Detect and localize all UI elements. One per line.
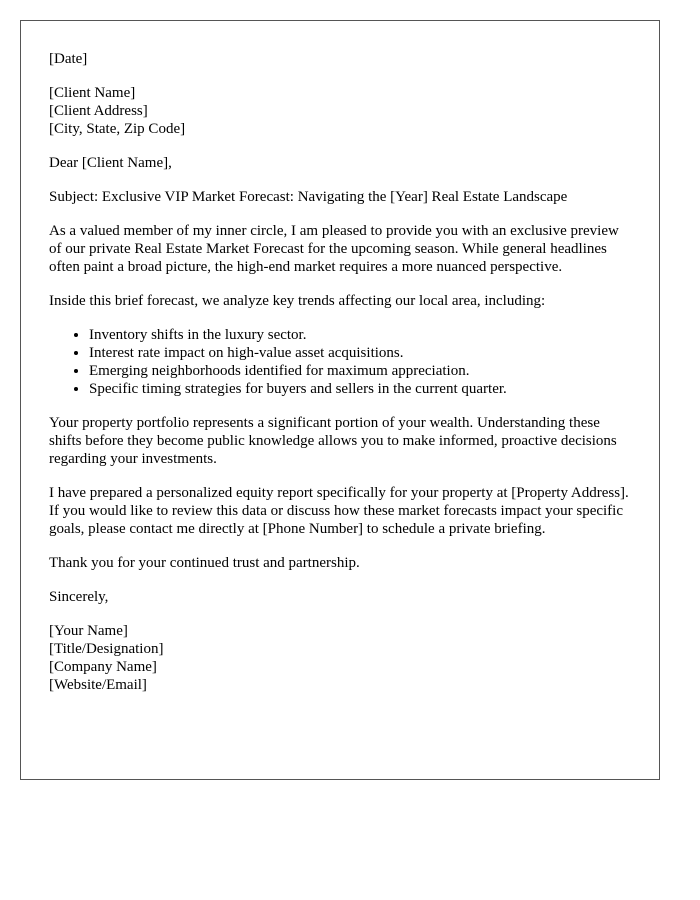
recipient-block [49, 84, 631, 138]
signature-company: [Company Name] [49, 659, 157, 675]
recipient-address: [Client Address] [49, 103, 148, 119]
signature-title: [Title/Designation] [49, 641, 164, 657]
letter-page [20, 20, 660, 780]
signature-block [49, 622, 631, 694]
list-item: • Specific timing strategies for buyers and sellers in the current quarter. [89, 380, 631, 398]
letter-date: [Date] [49, 51, 88, 67]
recipient-city-state-zip: [City, State, Zip Code] [49, 121, 186, 137]
portfolio-paragraph: Your property portfolio represents a significant portion of your wealth. Understanding these shifts before they become public knowledge allows you to make informed, proactive decisions regarding your investments. [49, 415, 617, 467]
list-item: • Emerging neighborhoods identified for maximum appreciation. [89, 362, 631, 380]
equity-report-paragraph: I have prepared a personalized equity report specifically for your property at [Property Address]. If you would like to review this data or discuss how these market forecasts impact your specific goals, please contact me directly at [Phone Number] to schedule a private briefing. [49, 485, 629, 537]
recipient-name: [Client Name] [49, 85, 136, 101]
list-item: • Interest rate impact on high-value asset acquisitions. [89, 344, 631, 362]
signature-name: [Your Name] [49, 623, 128, 639]
trend-list [49, 326, 631, 398]
closing: Sincerely, [49, 589, 109, 605]
list-item: • Inventory shifts in the luxury sector. [89, 326, 631, 344]
signature-contact: [Website/Email] [49, 677, 147, 693]
thank-you-paragraph: Thank you for your continued trust and partnership. [49, 555, 360, 571]
intro-paragraph: As a valued member of my inner circle, I am pleased to provide you with an exclusive preview of our private Real Estate Market Forecast for the upcoming season. While general headlines often paint a broad picture, the high-end market requires a more nuanced perspective. [49, 223, 619, 275]
salutation: Dear [Client Name], [49, 155, 172, 171]
subject-line: Subject: Exclusive VIP Market Forecast: Navigating the [Year] Real Estate Landscape [49, 189, 568, 205]
trends-intro-paragraph: Inside this brief forecast, we analyze key trends affecting our local area, including: [49, 293, 546, 309]
